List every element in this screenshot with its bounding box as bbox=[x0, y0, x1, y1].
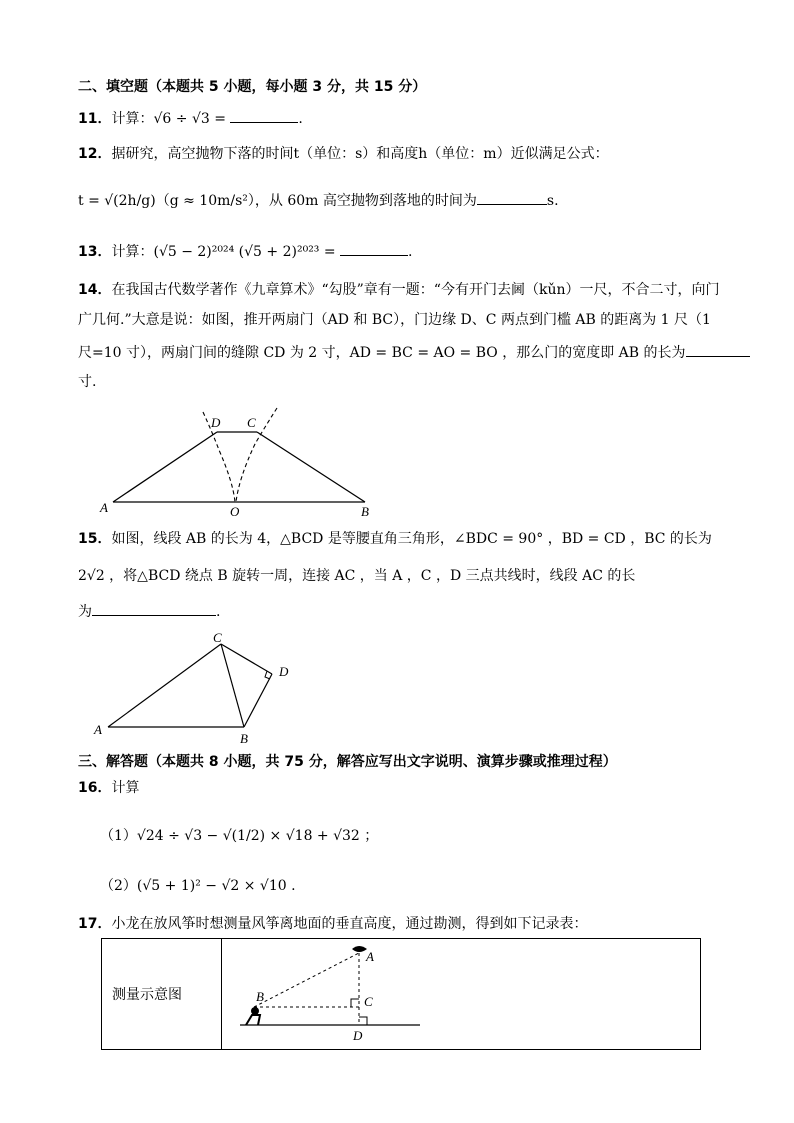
kite-figure bbox=[222, 939, 700, 1045]
point-label-A: A bbox=[100, 500, 108, 515]
question-text: 尺=10 寸），两扇门间的缝隙 CD 为 2 寸，AD = BC = AO = BO ，那么门的宽度即 AB 的长为 bbox=[78, 345, 686, 361]
question-number: 17． bbox=[78, 916, 112, 932]
point-label-B: B bbox=[240, 731, 248, 745]
kite-icon bbox=[352, 946, 367, 952]
question-text: 计算 bbox=[111, 780, 140, 796]
question-text: 计算：(√5 − 2)²⁰²⁴ (√5 + 2)²⁰²³ = bbox=[111, 244, 341, 260]
point-label-A: A bbox=[94, 722, 102, 737]
unit: s. bbox=[546, 193, 559, 209]
question-number: 14． bbox=[78, 282, 112, 298]
question-text: 为 bbox=[78, 604, 92, 620]
point-label-D: D bbox=[211, 415, 221, 430]
question-text: 在我国古代数学著作《九章算术》“勾股”章有一题：“今有开门去阃（kǔn）一尺，不合二寸，向门 bbox=[111, 282, 720, 298]
question-text: 寸. bbox=[78, 374, 97, 390]
door-figure bbox=[95, 400, 395, 520]
section-heading: 二、填空题（本题共 5 小题，每小题 3 分，共 15 分） bbox=[78, 79, 427, 95]
point-label-C: C bbox=[247, 415, 256, 430]
question-text: 如图，线段 AB 的长为 4，△BCD 是等腰直角三角形，∠BDC = 90° ，BD = CD ，BC 的长为 bbox=[111, 531, 712, 547]
point-label-C: C bbox=[213, 630, 222, 645]
point-label-B: B bbox=[361, 504, 369, 519]
table-label: 测量示意图 bbox=[102, 939, 222, 1050]
question-16-part-1: （1）√24 ÷ √3 − √(1/2) × √18 + √32 ； bbox=[100, 828, 379, 844]
question-12 bbox=[78, 144, 609, 164]
answer-blank[interactable] bbox=[477, 190, 547, 205]
question-number: 12． bbox=[78, 146, 112, 162]
question-text: 2√2 ，将△BCD 绕点 B 旋转一周，连接 AC ，当 A ，C ，D 三点共线时，线段 AC 的长 bbox=[78, 568, 636, 584]
question-number: 13． bbox=[78, 244, 112, 260]
person-icon bbox=[251, 1007, 259, 1015]
question-17 bbox=[78, 914, 587, 934]
question-text: 小龙在放风筝时想测量风筝离地面的垂直高度，通过勘测，得到如下记录表： bbox=[111, 916, 588, 932]
question-13: 13．计算：(√5 − 2)²⁰²⁴ (√5 + 2)²⁰²³ = . bbox=[78, 241, 413, 262]
question-text: 据研究，高空抛物下落的时间t（单位：s）和高度h（单位：m）近似满足公式： bbox=[111, 146, 609, 162]
question-text: 计算：√6 ÷ √3 = bbox=[111, 111, 231, 127]
triangle-figure bbox=[90, 630, 300, 745]
question-16-part-2: （2）(√5 + 1)² − √2 × √10 . bbox=[100, 878, 296, 894]
question-number: 15． bbox=[78, 531, 112, 547]
question-15-line3: 为 . bbox=[78, 601, 220, 622]
point-label-D: D bbox=[279, 664, 289, 679]
table-figure-cell bbox=[222, 939, 701, 1050]
answer-blank[interactable] bbox=[92, 601, 216, 616]
question-number: 11． bbox=[78, 111, 112, 127]
point-label-O: O bbox=[230, 504, 240, 519]
question-12-formula-line bbox=[78, 190, 559, 211]
point-label-B: B bbox=[256, 989, 264, 1004]
answer-blank[interactable] bbox=[230, 108, 298, 123]
answer-blank[interactable] bbox=[686, 342, 750, 357]
question-16 bbox=[78, 778, 139, 798]
record-table bbox=[101, 938, 701, 1050]
question-number: 16． bbox=[78, 780, 112, 796]
question-text: ，从 60m 高空抛物到落地的时间为 bbox=[254, 193, 477, 209]
question-14-line3 bbox=[78, 342, 750, 363]
question-14 bbox=[78, 280, 719, 300]
question-11: 11．计算：√6 ÷ √3 = . bbox=[78, 108, 303, 129]
point-label-A: A bbox=[366, 949, 374, 964]
point-label-C: C bbox=[364, 994, 373, 1009]
point-label-D: D bbox=[353, 1028, 363, 1043]
question-15 bbox=[78, 529, 712, 549]
formula: t = √(2h/g)（g ≈ 10m/s²） bbox=[78, 193, 255, 209]
answer-blank[interactable] bbox=[340, 241, 408, 256]
question-text: 广几何.”大意是说：如图，推开两扇门（AD 和 BC），门边缘 D、C 两点到门槛 AB 的距离为 1 尺（1 bbox=[78, 312, 711, 328]
section-heading: 三、解答题（本题共 8 小题，共 75 分，解答应写出文字说明、演算步骤或推理过程） bbox=[78, 754, 617, 770]
